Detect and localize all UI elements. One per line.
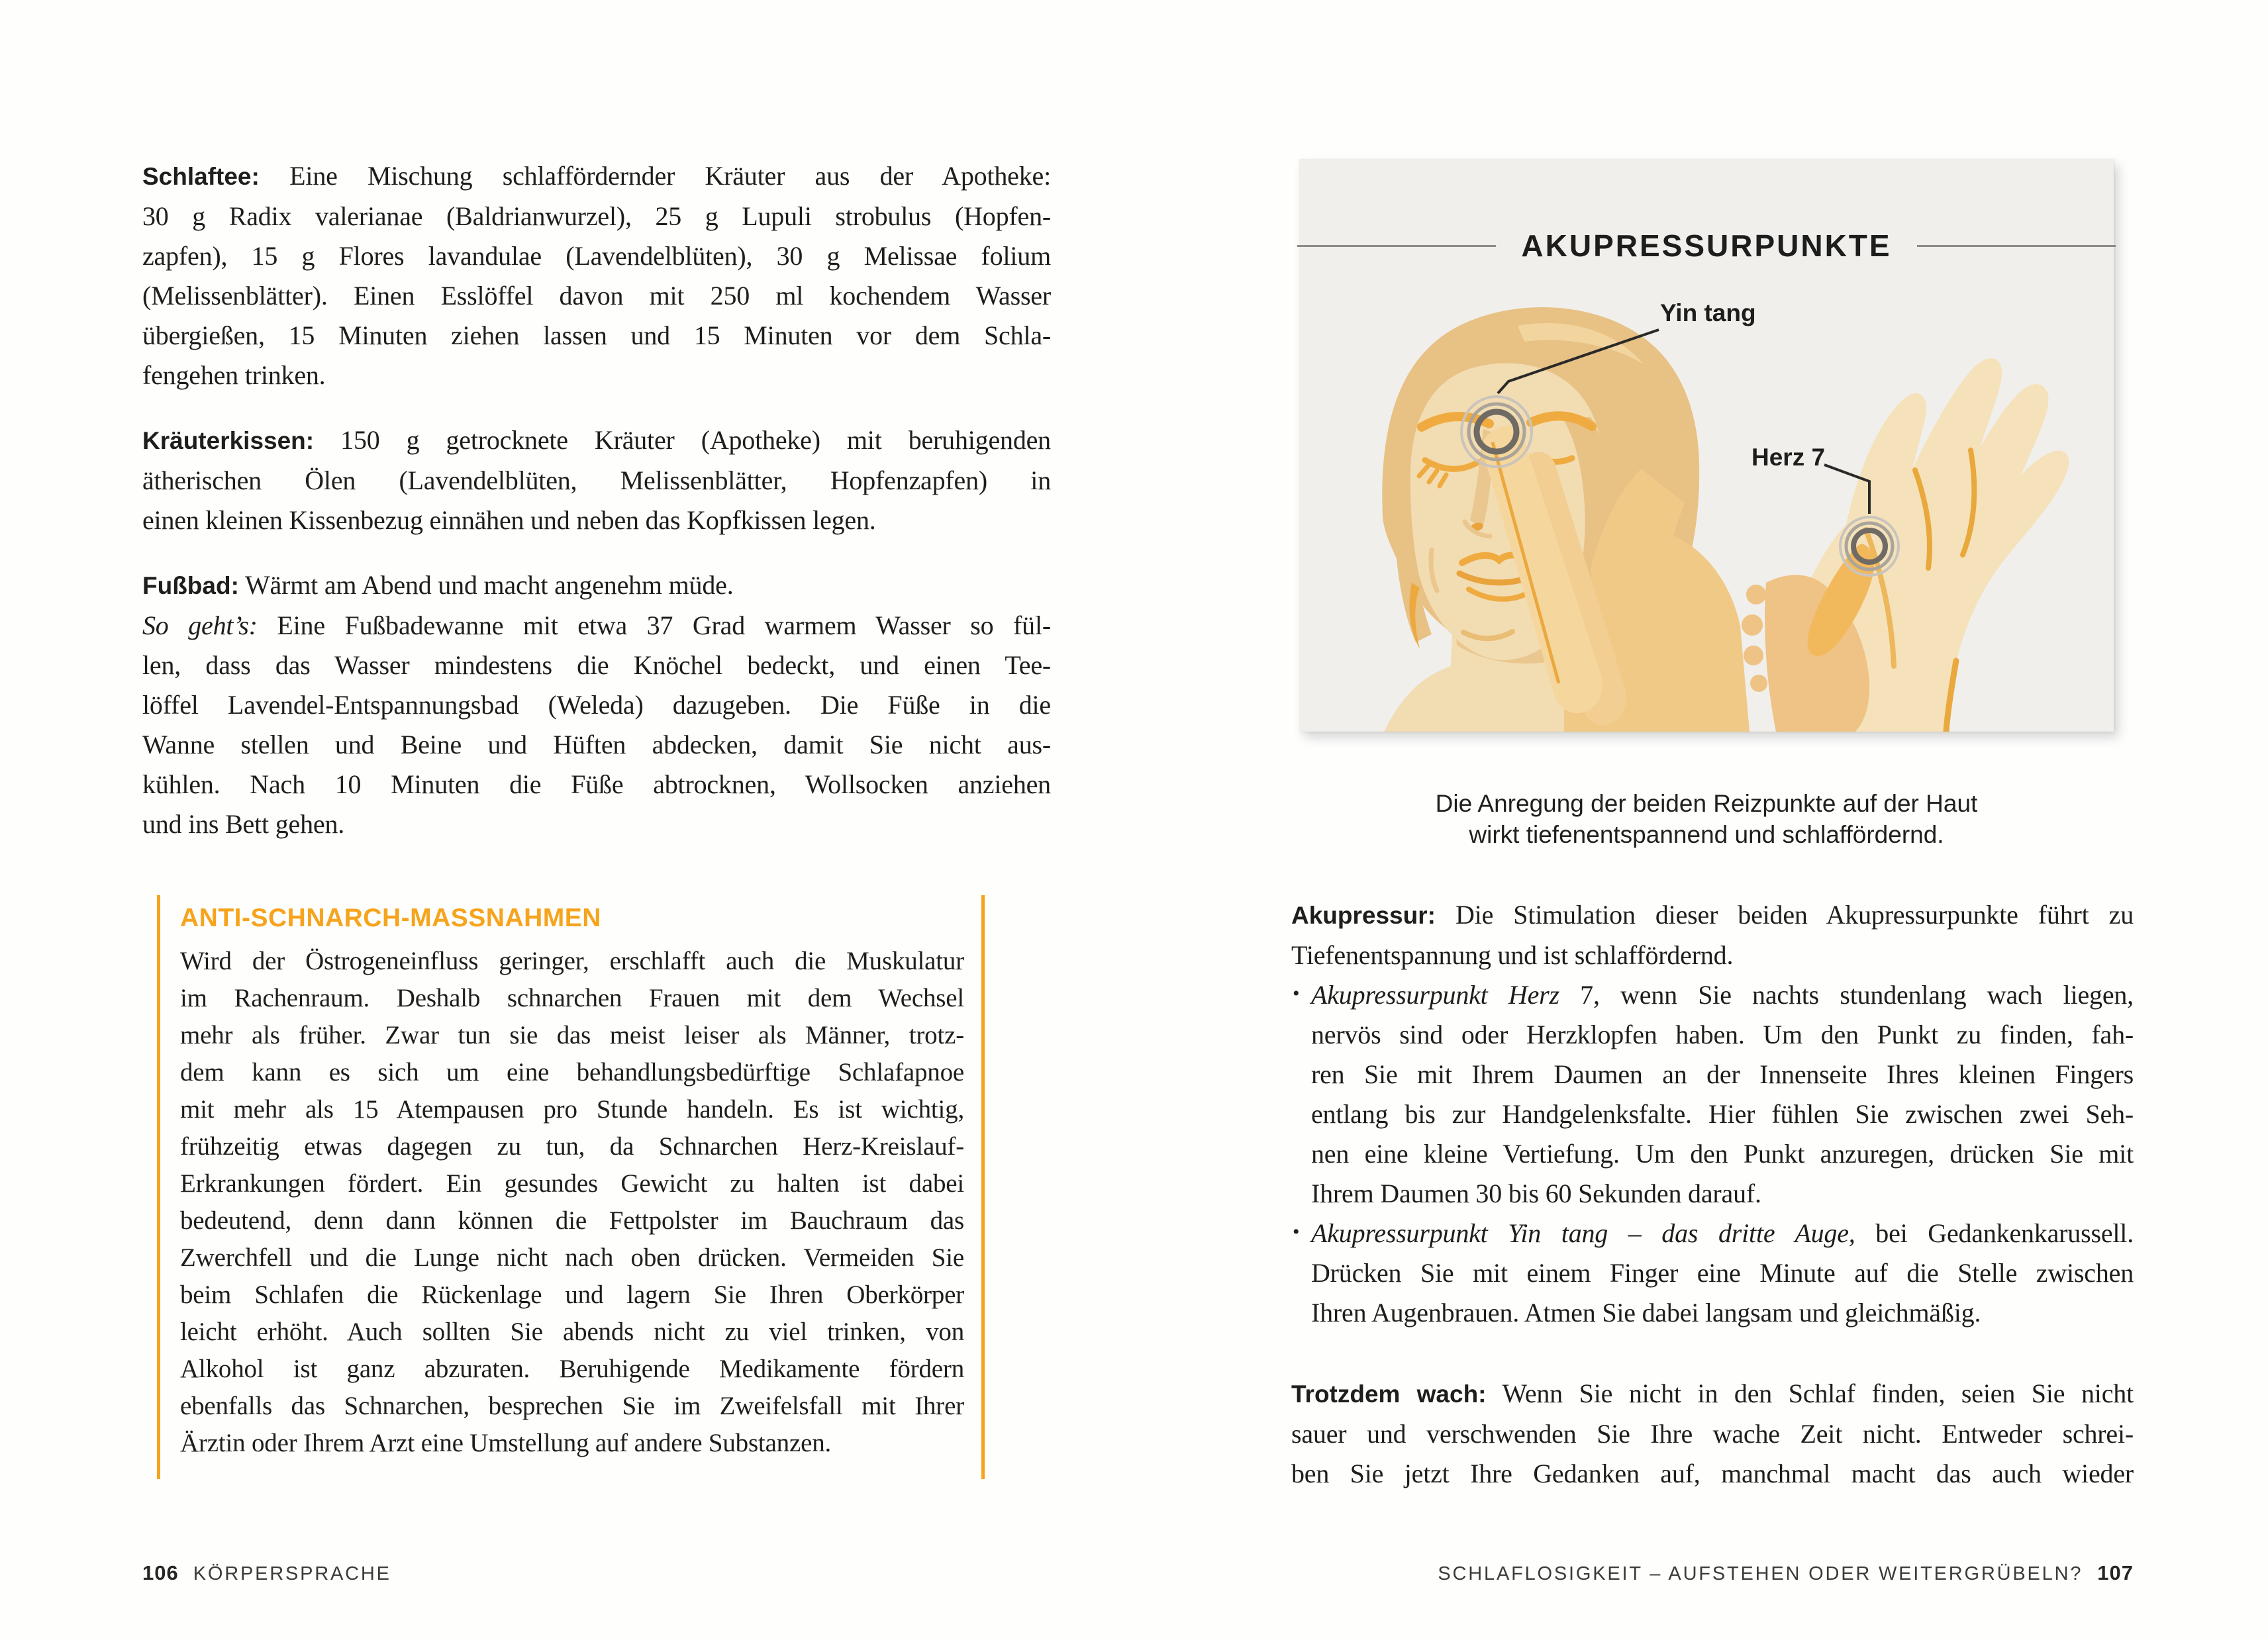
- caption-line-1: Die Anregung der beiden Reizpunkte auf der Haut: [1435, 790, 1978, 817]
- text-line: Erkrankungen fördert. Ein gesundes Gewicht zu halten ist dabei: [180, 1169, 964, 1198]
- text-line: Ihrem Daumen 30 bis 60 Sekunden darauf.: [1311, 1179, 1761, 1208]
- title-rule-left: [1297, 245, 1496, 247]
- text-line: zapfen), 15 g Flores lavandulae (Lavendelblüten), 30 g Melissae folium: [142, 241, 1051, 271]
- text-line: Wanne stellen und Beine und Hüften abdecken, damit Sie nicht aus-: [142, 730, 1051, 759]
- text-line: ren Sie mit Ihrem Daumen an der Innenseite Ihres kleinen Fingers: [1311, 1059, 2134, 1089]
- knuckle-3: [1744, 646, 1763, 665]
- text-line: leicht erhöht. Auch sollten Sie abends nicht zu viel trinken, von: [180, 1318, 964, 1346]
- text-line: Trotzdem wach: Wenn Sie nicht in den Schlaf finden, seien Sie nicht: [1291, 1378, 2134, 1408]
- bullet-item: [1291, 975, 2134, 1214]
- text-line: mit mehr als 15 Atempausen pro Stunde handeln. Es ist wichtig,: [180, 1095, 964, 1124]
- label-herz7: Herz 7: [1751, 444, 1826, 471]
- text-line: Alkohol ist ganz abzuraten. Beruhigende Medikamente fördern: [180, 1355, 964, 1383]
- footer-section-left: KÖRPERSPRACHE: [193, 1563, 391, 1584]
- text-line: und ins Bett gehen.: [142, 809, 345, 839]
- text-line: ebenfalls das Schnarchen, besprechen Sie im Zweifelsfall mit Ihrer: [180, 1392, 964, 1420]
- text-line: beim Schlafen die Rückenlage und lagern Sie Ihren Oberkörper: [180, 1280, 964, 1309]
- figure-caption: [1299, 788, 2114, 850]
- text-line: ben Sie jetzt Ihre Gedanken auf, manchmal macht das auch wieder: [1291, 1459, 2134, 1488]
- text-line: bedeutend, denn dann können die Fettpolster im Bauchraum das: [180, 1206, 964, 1235]
- text-line: entlang bis zur Handgelenksfalte. Hier fühlen Sie zwischen zwei Seh-: [1311, 1099, 2134, 1129]
- text-line: einen kleinen Kissenbezug einnähen und neben das Kopfkissen legen.: [142, 505, 876, 535]
- text-line: Drücken Sie mit einem Finger eine Minute auf die Stelle zwischen: [1311, 1258, 2134, 1288]
- paragraph: [142, 565, 1051, 606]
- right-page-column: [1291, 895, 2134, 1494]
- text-line: 30 g Radix valerianae (Baldrianwurzel), 25 g Lupuli strobulus (Hopfen-: [142, 201, 1051, 231]
- text-line: Schlaftee: Eine Mischung schlaffördernder Kräuter aus der Apotheke:: [142, 161, 1051, 191]
- panel-title-row: [1299, 228, 2114, 264]
- left-page-column: [142, 156, 1051, 844]
- text-line: fengehen trinken.: [142, 360, 326, 390]
- paragraph: [180, 943, 964, 1462]
- page-number-right: 107: [2097, 1561, 2134, 1584]
- callout-title: ANTI-SCHNARCH-MASSNAHMEN: [180, 904, 601, 932]
- wrist-illustration: [1742, 358, 2069, 732]
- text-line: Kräuterkissen: 150 g getrocknete Kräuter (Apotheke) mit beruhigenden: [142, 425, 1051, 455]
- face-illustration: [1382, 307, 1750, 732]
- text-line: • Akupressurpunkt Herz 7, wenn Sie nachts stundenlang wach liegen,: [1311, 975, 2134, 1015]
- bullet-marker: •: [1293, 1221, 1300, 1243]
- callout-body: [180, 943, 964, 1462]
- bullet-marker: •: [1293, 983, 1300, 1004]
- bullet-item: [1291, 1214, 2134, 1333]
- text-line: mehr als früher. Zwar tun sie das meist leiser als Männer, trotz-: [180, 1021, 964, 1049]
- page-number-left: 106: [142, 1561, 179, 1584]
- anti-snoring-callout-box: [157, 895, 985, 1479]
- text-line: • Akupressurpunkt Yin tang – das dritte Auge, bei Gedankenkarussell.: [1311, 1214, 2134, 1253]
- text-line: (Melissenblätter). Einen Esslöffel davon mit 250 ml kochendem Wasser: [142, 281, 1051, 311]
- paragraph: [1291, 1374, 2134, 1494]
- label-yintang: Yin tang: [1660, 299, 1756, 326]
- caption-line-2: wirkt tiefenentspannend und schlaffördernd.: [1469, 821, 1944, 848]
- text-line: Wird der Östrogeneinfluss geringer, erschlafft auch die Muskulatur: [180, 947, 964, 975]
- text-line: So geht’s: Eine Fußbadewanne mit etwa 37 Grad warmem Wasser so fül-: [142, 610, 1051, 640]
- knuckle-2: [1742, 614, 1763, 636]
- text-line: löffel Lavendel-Entspannungsbad (Weleda) dazugeben. Die Füße in die: [142, 690, 1051, 720]
- text-line: Fußbad: Wärmt am Abend und macht angenehm müde.: [142, 570, 734, 600]
- footer-section-right: SCHLAFLOSIGKEIT – AUFSTEHEN ODER WEITERGRÜBELN?: [1438, 1563, 2083, 1584]
- paragraph: [142, 606, 1051, 844]
- text-line: im Rachenraum. Deshalb schnarchen Frauen mit dem Wechsel: [180, 984, 964, 1012]
- title-rule-right: [1917, 245, 2116, 247]
- text-line: len, dass das Wasser mindestens die Knöchel bedeckt, und einen Tee-: [142, 650, 1051, 680]
- text-line: Akupressur: Die Stimulation dieser beiden Akupressurpunkte führt zu: [1291, 900, 2134, 930]
- paragraph: [1291, 895, 2134, 975]
- acupressure-figure-panel: [1299, 159, 2114, 732]
- text-line: sauer und verschwenden Sie Ihre wache Zeit nicht. Entweder schrei-: [1291, 1419, 2134, 1449]
- knuckle-4: [1750, 675, 1767, 692]
- text-line: übergießen, 15 Minuten ziehen lassen und 15 Minuten vor dem Schla-: [142, 320, 1051, 350]
- text-line: nen eine kleine Vertiefung. Um den Punkt anzuregen, drücken Sie mit: [1311, 1139, 2134, 1169]
- text-line: nervös sind oder Herzklopfen haben. Um den Punkt zu finden, fah-: [1311, 1020, 2134, 1049]
- footer-right: [1291, 1561, 2134, 1585]
- text-line: ätherischen Ölen (Lavendelblüten, Melissenblätter, Hopfenzapfen) in: [142, 465, 1051, 495]
- text-line: dem kann es sich um eine behandlungsbedürftige Schlafapnoe: [180, 1058, 964, 1087]
- text-line: Zwerchfell und die Lunge nicht nach oben drücken. Vermeiden Sie: [180, 1243, 964, 1272]
- text-line: kühlen. Nach 10 Minuten die Füße abtrocknen, Wollsocken anziehen: [142, 769, 1051, 799]
- paragraph: [142, 420, 1051, 540]
- paragraph: [142, 156, 1051, 395]
- text-line: Ärztin oder Ihrem Arzt eine Umstellung auf andere Substanzen.: [180, 1429, 832, 1457]
- text-line: Tiefenentspannung und ist schlaffördernd.: [1291, 940, 1734, 970]
- footer-left: [142, 1561, 391, 1585]
- text-line: Ihren Augenbrauen. Atmen Sie dabei langsam und gleichmäßig.: [1311, 1298, 1981, 1328]
- text-line: frühzeitig etwas dagegen zu tun, da Schnarchen Herz-Kreislauf-: [180, 1132, 964, 1161]
- knuckle-1: [1746, 585, 1766, 604]
- figure-title: AKUPRESSURPUNKTE: [1521, 228, 1892, 263]
